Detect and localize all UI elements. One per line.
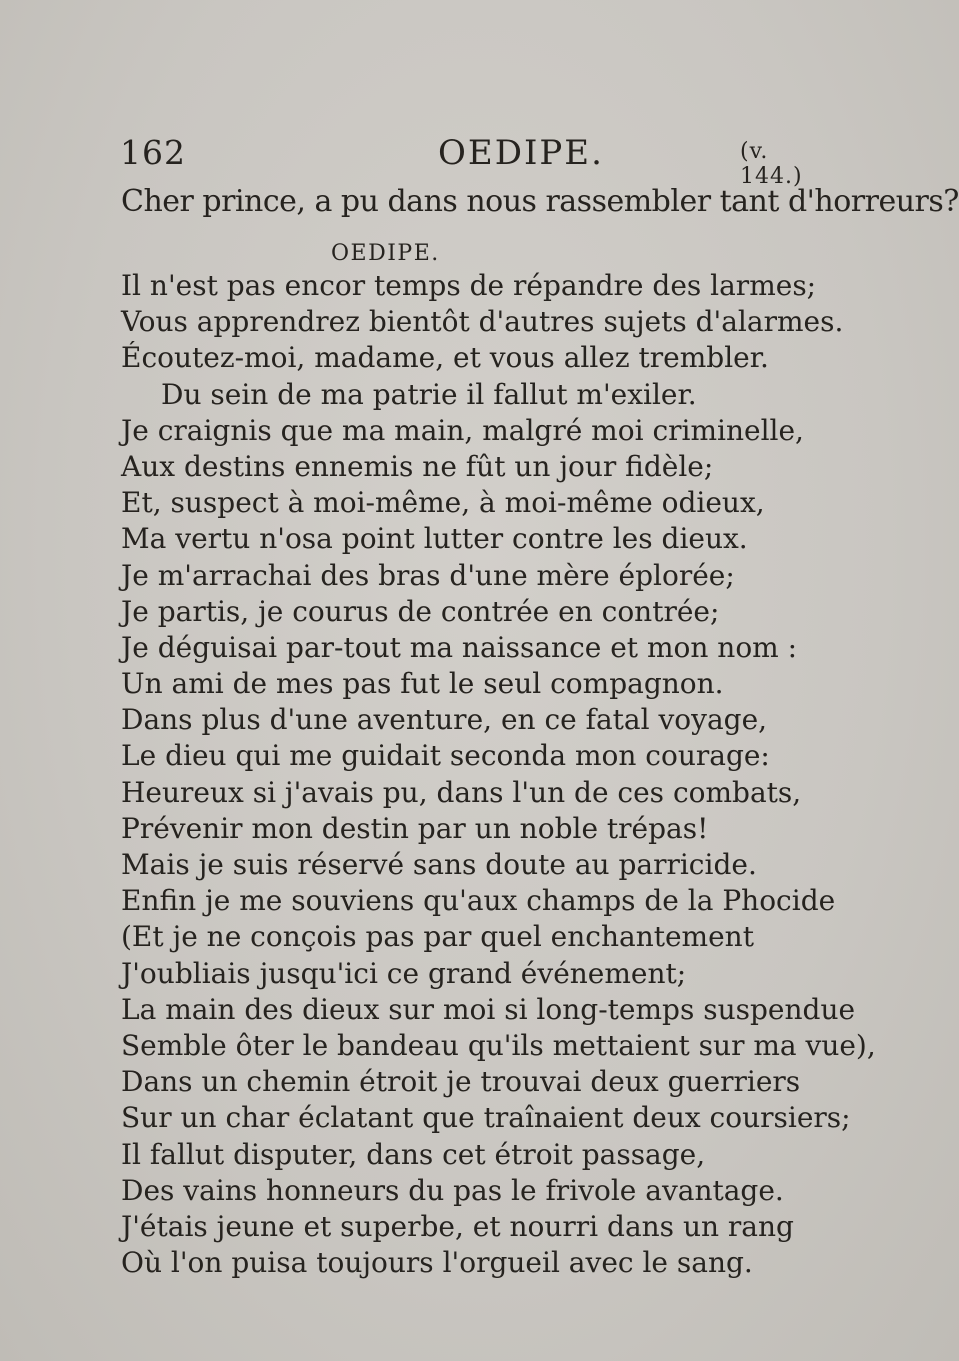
verse-line: Il fallut disputer, dans cet étroit passage, <box>121 1137 706 1171</box>
verse-line: Enfin je me souviens qu'aux champs de la Phocide <box>121 884 836 918</box>
speaker-name: OEDIPE. <box>331 241 440 266</box>
verse-line: Du sein de ma patrie il fallut m'exiler. <box>161 377 697 411</box>
verse-line: (Et je ne conçois pas par quel enchantement <box>121 920 754 954</box>
verse-line: Écoutez-moi, madame, et vous allez trembler. <box>121 341 769 375</box>
verse-line: Des vains honneurs du pas le frivole avantage. <box>121 1173 784 1207</box>
verse-reference: (v. 144.) <box>740 139 803 189</box>
verse-line: Prévenir mon destin par un noble trépas! <box>121 811 709 845</box>
running-title: OEDIPE. <box>438 133 604 173</box>
verse-line: Je m'arrachai des bras d'une mère éplorée; <box>121 558 735 592</box>
verse-line: Je craignis que ma main, malgré moi criminelle, <box>121 413 804 447</box>
page-header <box>120 133 803 189</box>
verse-line: Où l'on puisa toujours l'orgueil avec le sang. <box>121 1246 753 1280</box>
verse-line: Sur un char éclatant que traînaient deux coursiers; <box>121 1101 851 1135</box>
verse-line: J'étais jeune et superbe, et nourri dans un rang <box>121 1209 794 1243</box>
verse-line: Aux destins ennemis ne fût un jour fidèle; <box>121 449 714 483</box>
verse-line: Il n'est pas encor temps de répandre des larmes; <box>121 269 817 302</box>
verse-line: Semble ôter le bandeau qu'ils mettaient sur ma vue), <box>121 1028 876 1062</box>
verse-list <box>121 268 876 1281</box>
verse-line: Heureux si j'avais pu, dans l'un de ces combats, <box>121 775 802 809</box>
verse-line: Un ami de mes pas fut le seul compagnon. <box>121 667 724 701</box>
verse-line: Dans un chemin étroit je trouvai deux guerriers <box>121 1065 801 1099</box>
opening-verse-line: Cher prince, a pu dans nous rassembler tant d'horreurs? <box>121 184 959 219</box>
verse-line: Je partis, je courus de contrée en contrée; <box>121 594 720 628</box>
verse-line: Dans plus d'une aventure, en ce fatal voyage, <box>121 703 768 737</box>
verse-line: Mais je suis réservé sans doute au parricide. <box>121 848 757 881</box>
verse-line: J'oubliais jusqu'ici ce grand événement; <box>121 956 687 990</box>
verse-line: Vous apprendrez bientôt d'autres sujets d'alarmes. <box>121 305 844 339</box>
verse-line: La main des dieux sur moi si long-temps suspendue <box>121 992 856 1026</box>
verse-line: Et, suspect à moi-même, à moi-même odieux, <box>121 486 765 520</box>
verse-line: Le dieu qui me guidait seconda mon courage: <box>121 739 770 773</box>
verse-line: Ma vertu n'osa point lutter contre les dieux. <box>121 522 748 556</box>
page-number: 162 <box>120 133 186 172</box>
verse-line: Je déguisai par-tout ma naissance et mon nom : <box>121 630 798 664</box>
